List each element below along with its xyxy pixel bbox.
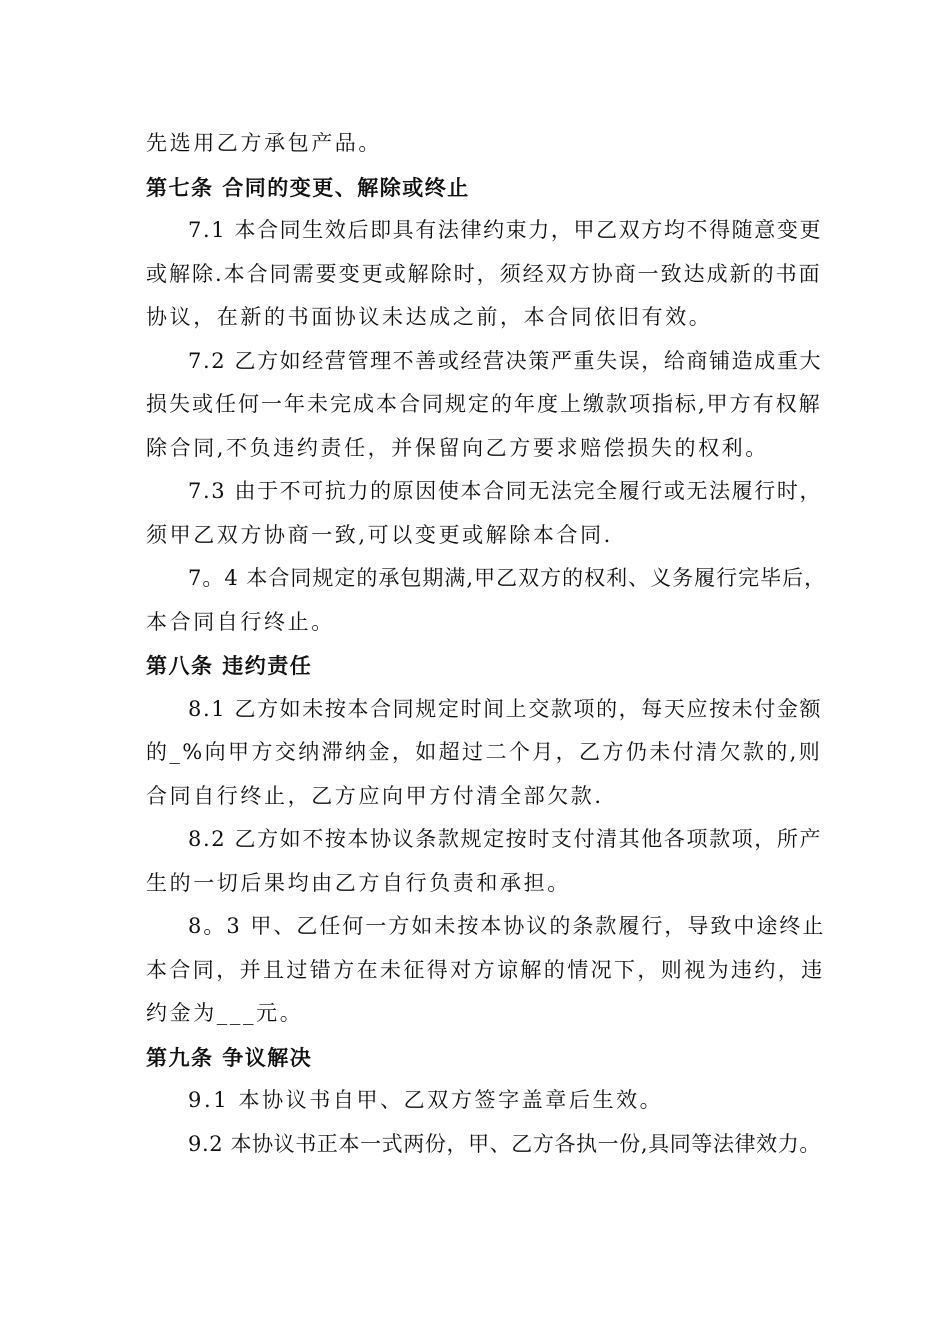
clause-7-4: 7。4 本合同规定的承包期满,甲乙双方的权利、义务履行完毕后， [188,566,827,590]
body-line: 的_%向甲方交纳滞纳金，如超过二个月，乙方仍未付清欠款的,则 [146,740,823,764]
clause-8-1: 8.1 乙方如未按本合同规定时间上交款项的，每天应按未付金额 [188,696,823,721]
clause-7-3: 7.3 由于不可抗力的原因使本合同无法完全履行或无法履行时， [188,479,823,503]
body-line: 约金为___元。 [146,1001,304,1025]
clause-9-1: 9.1 本协议书自甲、乙双方签字盖章后生效。 [188,1088,664,1112]
clause-8-3: 8。3 甲、乙任何一方如未按本协议的条款履行，导致中途终止 [188,914,826,938]
body-line: 协议，在新的书面协议未达成之前，本合同依旧有效。 [146,305,713,329]
body-line: 合同自行终止，乙方应向甲方付清全部欠款. [146,783,604,808]
body-line: 或解除.本合同需要变更或解除时，须经双方协商一致达成新的书面 [146,261,822,286]
body-line: 损失或任何一年未完成本合同规定的年度上缴款项指标,甲方有权解 [146,392,822,416]
section-heading-7: 第七条 合同的变更、解除或终止 [146,174,470,200]
clause-8-2: 8.2 乙方如不按本协议条款规定按时支付清其他各项款项，所产 [188,827,823,851]
body-line: 须甲乙双方协商一致,可以变更或解除本合同. [146,522,613,547]
body-line: 生的一切后果均由乙方自行负责和承担。 [146,870,571,895]
body-line: 本合同，并且过错方在未征得对方谅解的情况下，则视为违约，违 [146,957,825,982]
clause-7-1: 7.1 本合同生效后即具有法律约束力，甲乙双方均不得随意变更 [188,218,823,242]
body-line: 本合同自行终止。 [146,609,335,634]
clause-9-2: 9.2 本协议书正本一式两份，甲、乙方各执一份,具同等法律效力。 [188,1131,821,1156]
body-line: 除合同,不负违约责任，并保留向乙方要求赔偿损失的权利。 [146,435,769,460]
document-page [146,122,826,1166]
body-line: 先选用乙方承包产品。 [146,131,382,155]
section-heading-8: 第八条 违约责任 [146,653,313,678]
section-heading-9: 第九条 争议解决 [146,1044,313,1070]
clause-7-2: 7.2 乙方如经营管理不善或经营决策严重失误，给商铺造成重大 [188,348,823,373]
